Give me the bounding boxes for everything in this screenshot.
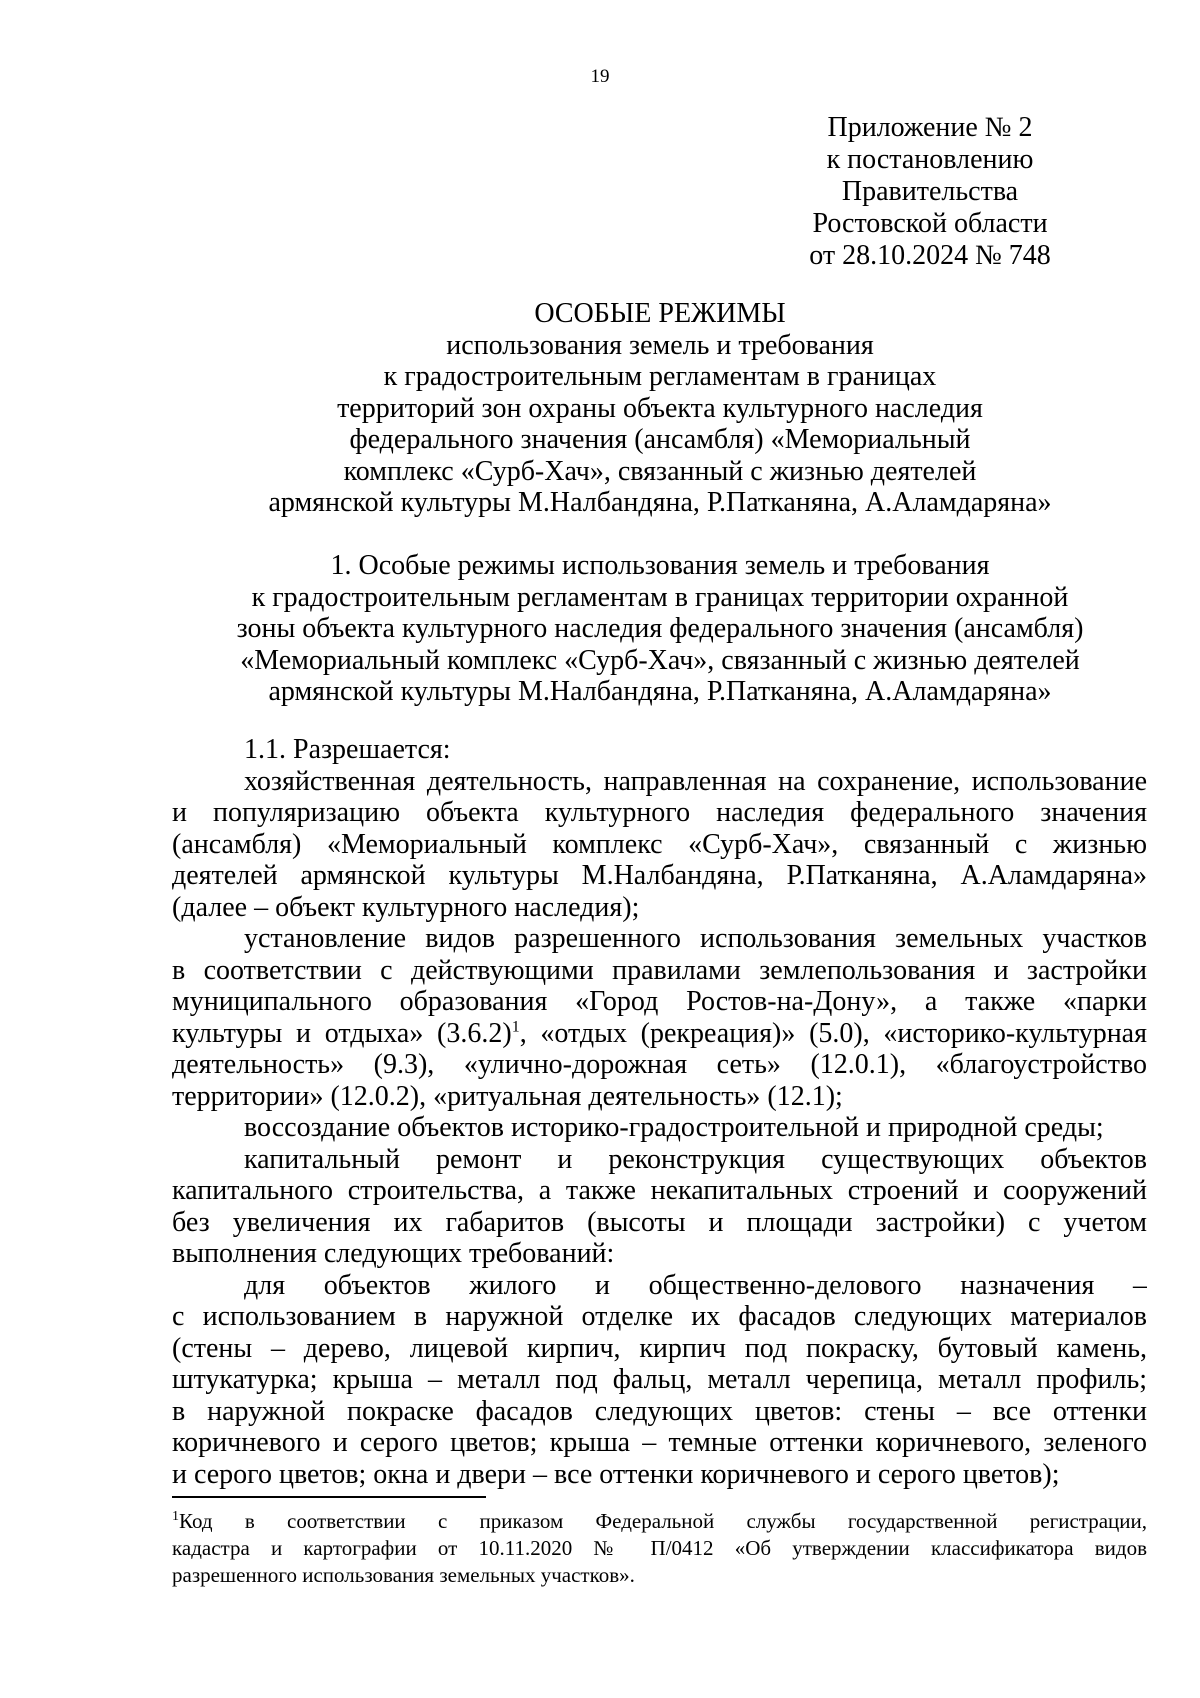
paragraph-line: деятелей армянской культуры М.Налбандяна, Р.Патканяна, А.Аламдаряна» (172, 860, 1147, 891)
paragraph-text: , «отдых (рекреация)» (5.0), «историко-культурная (519, 1017, 1147, 1049)
appendix-line: от 28.10.2024 № 748 (809, 240, 1051, 271)
document-title (160, 298, 1160, 519)
appendix-line: Приложение № 2 (827, 112, 1033, 143)
clause-heading: 1.1. Разрешается: (244, 734, 451, 765)
page-number: 19 (590, 66, 610, 87)
paragraph-line: воссоздание объектов историко-градостроительной и природной среды; (244, 1112, 1104, 1143)
footnote (172, 1508, 1147, 1589)
section-heading (160, 550, 1160, 708)
title-line: комплекс «Сурб-Хач», связанный с жизнью деятелей (343, 455, 977, 487)
title-line: использования земель и требования (446, 329, 874, 361)
paragraph-line: без увеличения их габаритов (высоты и площади застройки) с учетом (172, 1206, 1147, 1238)
footnote-reference: 1 (511, 1018, 520, 1036)
paragraph-line (172, 1018, 1147, 1050)
paragraph-line: и серого цветов; окна и двери – все оттенки коричневого и серого цветов); (172, 1458, 1060, 1490)
paragraph-line: с использованием в наружной отделке их фасадов следующих материалов (172, 1301, 1147, 1332)
appendix-line: Правительства (841, 176, 1019, 207)
paragraph-line: деятельность» (9.3), «улично-дорожная сеть» (12.0.1), «благоустройство (172, 1049, 1147, 1080)
section-heading-line: 1. Особые режимы использования земель и требования (330, 550, 990, 581)
section-heading-line: армянской культуры М.Налбандяна, Р.Патканяна, А.Аламдаряна» (268, 676, 1052, 707)
section-heading-line: «Мемориальный комплекс «Сурб-Хач», связанный с жизнью деятелей (240, 644, 1080, 676)
paragraph-line: хозяйственная деятельность, направленная на сохранение, использование (244, 765, 1147, 797)
footnote-line: разрешенного использования земельных участков». (172, 1563, 635, 1587)
paragraph-line: установление видов разрешенного использования земельных участков (244, 923, 1147, 954)
paragraph-text: культуры и отдыха» (3.6.2) (172, 1017, 512, 1049)
paragraph-line: в соответствии с действующими правилами землепользования и застройки (172, 954, 1147, 986)
appendix-line: к постановлению (826, 144, 1034, 175)
paragraph-line: муниципального образования «Город Ростов-на-Дону», а также «парки (172, 986, 1147, 1017)
title-line: армянской культуры М.Налбандяна, Р.Патканяна, А.Аламдаряна» (268, 487, 1052, 518)
appendix-line: Ростовской области (812, 208, 1048, 239)
footnote-line: кадастра и картографии от 10.11.2020 № П/0412 «Об утверждении классификатора видов (172, 1536, 1147, 1560)
paragraph-line: для объектов жилого и общественно-делового назначения – (244, 1269, 1147, 1301)
paragraph-line: штукатурка; крыша – металл под фальц, металл черепица, металл профиль; (172, 1364, 1147, 1395)
footnote-text: Код в соответствии с приказом Федеральной службы государственной регистрации, (179, 1509, 1147, 1533)
title-line: к градостроительным регламентам в границах (383, 361, 937, 392)
paragraph-line: выполнения следующих требований: (172, 1238, 615, 1269)
paragraph-line: (стены – дерево, лицевой кирпич, кирпич под покраску, бутовый камень, (172, 1332, 1147, 1364)
paragraph-line: в наружной покраске фасадов следующих цветов: стены – все оттенки (172, 1395, 1147, 1427)
appendix-reference (780, 112, 1080, 272)
footnote-separator (172, 1496, 486, 1498)
title-line: федерального значения (ансамбля) «Мемориальный (349, 424, 971, 455)
section-heading-line: зоны объекта культурного наследия федерального значения (ансамбля) (236, 613, 1084, 644)
paragraph-line: территории» (12.0.2), «ритуальная деятельность» (12.1); (172, 1080, 843, 1112)
title-line: территорий зон охраны объекта культурного наследия (337, 392, 983, 424)
paragraph-line: (ансамбля) «Мемориальный комплекс «Сурб-Хач», связанный с жизнью (172, 828, 1147, 860)
body-text (172, 734, 1147, 1490)
footnote-mark: 1 (172, 1509, 179, 1524)
paragraph-line: (далее – объект культурного наследия); (172, 891, 640, 923)
section-heading-line: к градостроительным регламентам в границах территории охранной (251, 581, 1069, 613)
paragraph-line: капитальный ремонт и реконструкция существующих объектов (244, 1143, 1147, 1175)
paragraph-line: и популяризацию объекта культурного наследия федерального значения (172, 797, 1147, 828)
footnote-line (172, 1508, 1147, 1535)
title-line: ОСОБЫЕ РЕЖИМЫ (534, 298, 786, 329)
paragraph-line: капитального строительства, а также некапитальных строений и сооружений (172, 1175, 1147, 1206)
paragraph-line: коричневого и серого цветов; крыша – темные оттенки коричневого, зеленого (172, 1427, 1147, 1458)
